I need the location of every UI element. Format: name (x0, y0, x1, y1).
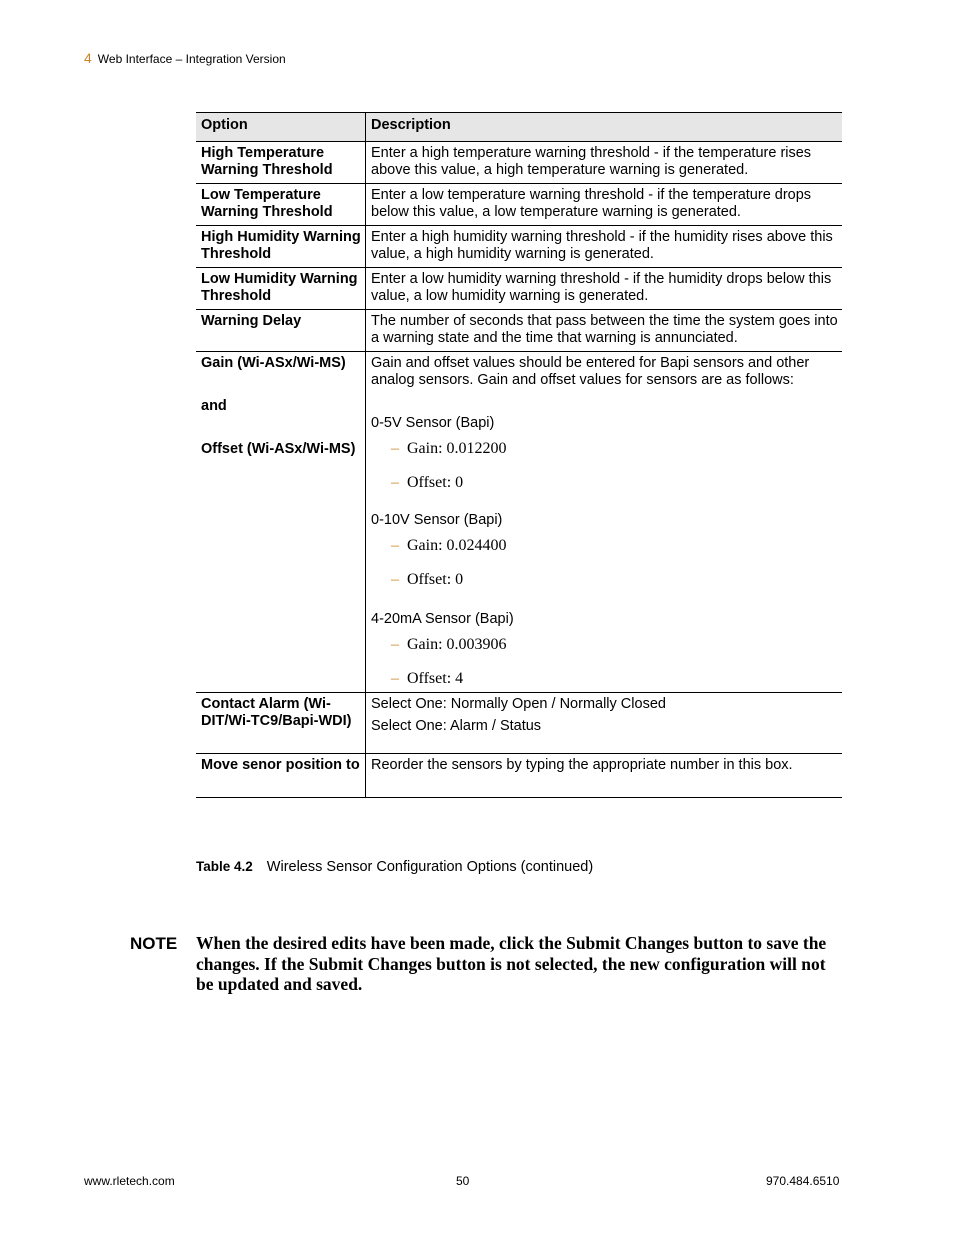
option-cell: Low Humidity Warning Threshold (196, 268, 366, 310)
list-item (391, 474, 838, 492)
note-text: When the desired edits have been made, click the Submit Changes button to save the changes. If the Submit Changes button is not selected, the new configuration will not be updated and saved. (196, 933, 827, 994)
option-cell: Warning Delay (196, 310, 366, 352)
description-cell: Enter a low temperature warning threshold - if the temperature drops below this value, a low temperature warning is generated. (366, 184, 843, 226)
dash-bullet-icon: – (391, 474, 399, 491)
running-header (84, 50, 286, 66)
chapter-title: Web Interface – Integration Version (97, 52, 286, 66)
column-header-option: Option (196, 113, 366, 142)
table-row (196, 184, 842, 226)
table-row (196, 226, 842, 268)
option-cell (196, 352, 366, 693)
footer-website: www.rletech.com (84, 1174, 175, 1188)
option-cell: Move senor position to (196, 754, 366, 798)
dash-bullet-icon: – (391, 571, 399, 588)
gain-intro-text: Gain and offset values should be entered for Bapi sensors and other analog sensors. Gain and offset values for sensors are as follows: (371, 355, 810, 388)
sensor-heading: 0-10V Sensor (Bapi) (371, 512, 503, 528)
description-cell: Enter a low humidity warning threshold - if the humidity drops below this value, a low humidity warning is generated. (366, 268, 843, 310)
column-header-description: Description (366, 113, 843, 142)
contact-line-1: Select One: Normally Open / Normally Closed (371, 696, 666, 712)
option-cell: Contact Alarm (Wi-DIT/Wi-TC9/Bapi-WDI) (196, 693, 366, 754)
gain-value: Gain: 0.012200 (407, 440, 507, 457)
description-cell (366, 352, 843, 693)
list-item (391, 537, 838, 555)
description-cell (366, 693, 843, 754)
sensor-heading: 0-5V Sensor (Bapi) (371, 415, 495, 431)
table-caption (196, 859, 593, 875)
options-table (196, 112, 842, 798)
and-label: and (201, 398, 227, 414)
option-cell: Low Temperature Warning Threshold (196, 184, 366, 226)
description-cell: Enter a high humidity warning threshold - if the humidity rises above this value, a high humidity warning is generated. (366, 226, 843, 268)
description-cell: The number of seconds that pass between the time the system goes into a warning state and the time that warning is annunciated. (366, 310, 843, 352)
list-item (391, 571, 838, 589)
table-row (196, 310, 842, 352)
list-item (391, 636, 838, 654)
dash-bullet-icon: – (391, 440, 399, 457)
list-item (391, 440, 838, 458)
contact-line-2: Select One: Alarm / Status (371, 718, 542, 734)
table-row-move-position (196, 754, 842, 798)
option-cell: High Humidity Warning Threshold (196, 226, 366, 268)
table-row-contact-alarm (196, 693, 842, 754)
dash-bullet-icon: – (391, 537, 399, 554)
offset-value: Offset: 4 (407, 670, 464, 687)
footer-phone: 970.484.6510 (766, 1174, 840, 1188)
caption-text: Wireless Sensor Configuration Options (continued) (266, 859, 594, 875)
chapter-number: 4 (84, 50, 92, 66)
footer-page-number: 50 (456, 1174, 470, 1188)
offset-option-label: Offset (Wi-ASx/Wi-MS) (201, 441, 356, 457)
list-item (391, 670, 838, 688)
description-cell: Reorder the sensors by typing the appropriate number in this box. (366, 754, 843, 798)
offset-value: Offset: 0 (407, 571, 464, 588)
table-row (196, 142, 842, 184)
description-cell: Enter a high temperature warning threshold - if the temperature rises above this value, a high temperature warning is generated. (366, 142, 843, 184)
offset-value: Offset: 0 (407, 474, 464, 491)
gain-value: Gain: 0.024400 (407, 537, 507, 554)
dash-bullet-icon: – (391, 636, 399, 653)
gain-option-label: Gain (Wi-ASx/Wi-MS) (201, 355, 346, 371)
table-row (196, 268, 842, 310)
table-row-gain-offset (196, 352, 842, 693)
option-cell: High Temperature Warning Threshold (196, 142, 366, 184)
note-label: NOTE (130, 934, 178, 953)
table-header-row (196, 113, 842, 142)
dash-bullet-icon: – (391, 670, 399, 687)
gain-value: Gain: 0.003906 (407, 636, 507, 653)
caption-label: Table 4.2 (196, 859, 253, 874)
sensor-heading: 4-20mA Sensor (Bapi) (371, 611, 514, 627)
